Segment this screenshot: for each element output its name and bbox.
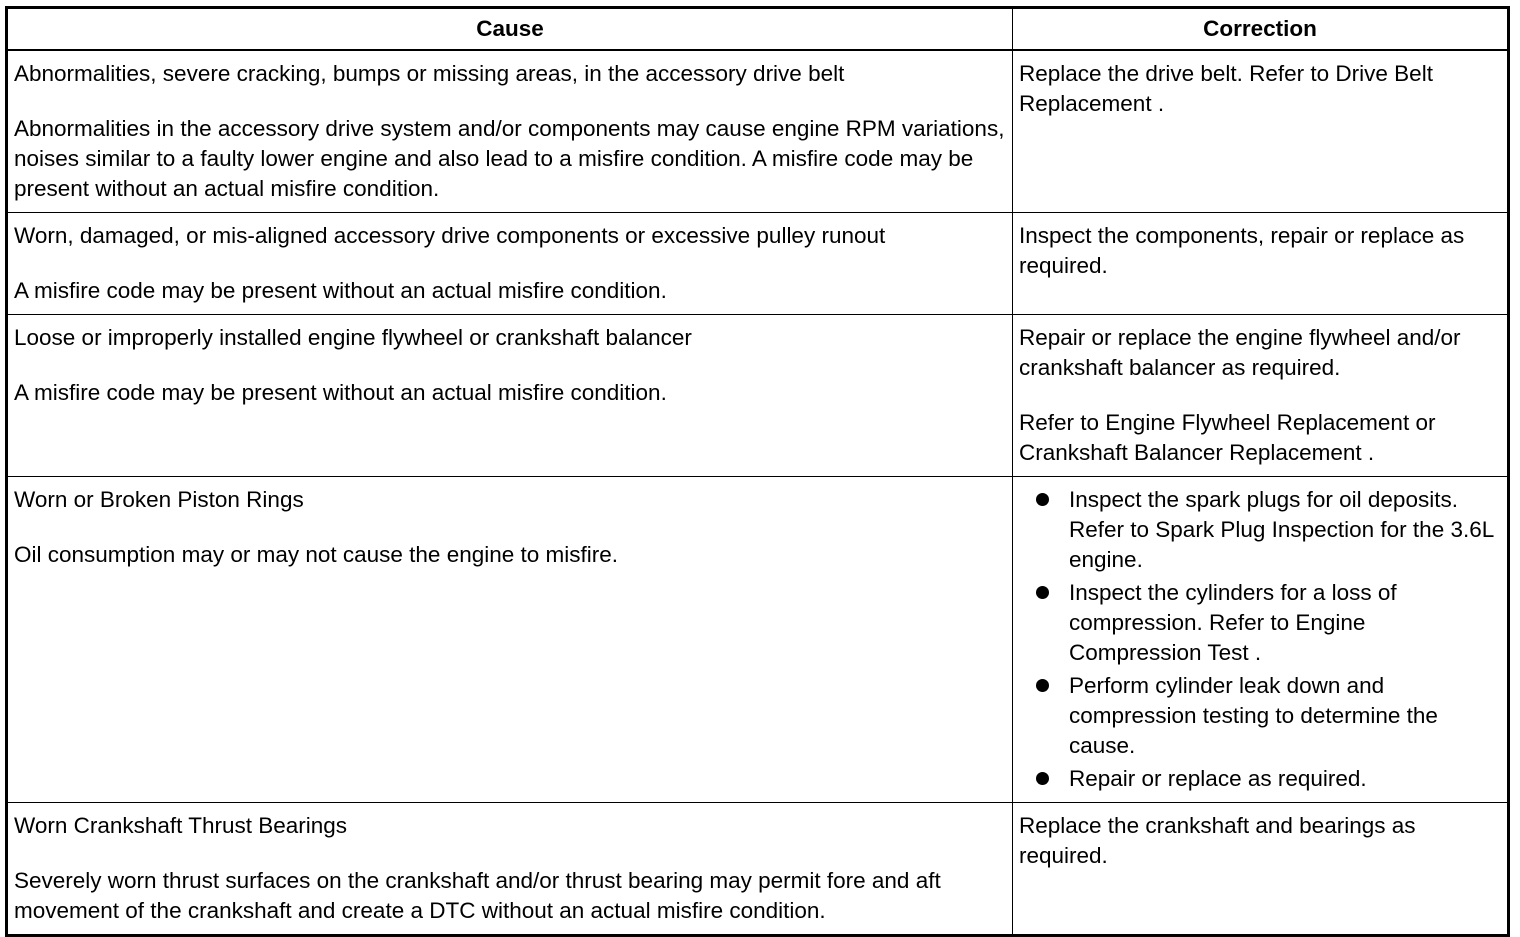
cause-title: Worn, damaged, or mis-aligned accessory drive components or excessive pulley runout: [14, 223, 886, 248]
correction-cell: [1013, 477, 1509, 803]
cause-title: Worn Crankshaft Thrust Bearings: [14, 813, 348, 838]
correction-cell: [1013, 315, 1509, 477]
bullet-icon: [1036, 772, 1049, 785]
bullet-icon: [1036, 493, 1049, 506]
cause-note: Oil consumption may or may not cause the engine to misfire.: [14, 542, 619, 567]
cause-title: Worn or Broken Piston Rings: [14, 487, 304, 512]
column-header-cause: Cause: [7, 8, 1013, 51]
list-item: [1019, 671, 1501, 761]
correction-reference: Refer to Engine Flywheel Replacement or Crankshaft Balancer Replacement .: [1019, 410, 1436, 465]
cause-note: A misfire code may be present without an actual misfire condition.: [14, 380, 667, 405]
bullet-icon: [1036, 679, 1049, 692]
correction-text: Replace the drive belt. Refer to Drive Belt Replacement .: [1019, 61, 1433, 116]
table-row: [7, 477, 1509, 803]
bullet-text: Perform cylinder leak down and compression testing to determine the cause.: [1069, 673, 1438, 758]
correction-cell: [1013, 213, 1509, 315]
table-row: [7, 213, 1509, 315]
cause-cell: [7, 50, 1013, 213]
cause-note: Abnormalities in the accessory drive system and/or components may cause engine RPM variations, noises similar to a faulty lower engine and also lead to a misfire condition. A misfire code may be present without an actual misfire condition.: [14, 116, 1005, 201]
cause-title: Abnormalities, severe cracking, bumps or missing areas, in the accessory drive belt: [14, 61, 845, 86]
list-item: [1019, 578, 1501, 668]
bullet-text: Repair or replace as required.: [1069, 766, 1367, 791]
list-item: [1019, 764, 1501, 794]
cause-cell: [7, 213, 1013, 315]
bullet-icon: [1036, 586, 1049, 599]
table-row: [7, 50, 1509, 213]
correction-bullet-list: [1019, 485, 1501, 794]
cause-note: Severely worn thrust surfaces on the crankshaft and/or thrust bearing may permit fore and aft movement of the crankshaft and create a DTC without an actual misfire condition.: [14, 868, 941, 923]
correction-text: Replace the crankshaft and bearings as required.: [1019, 813, 1416, 868]
header-row: [7, 8, 1509, 51]
cause-note: A misfire code may be present without an actual misfire condition.: [14, 278, 667, 303]
bullet-text: Inspect the spark plugs for oil deposits. Refer to Spark Plug Inspection for the 3.6L engine.: [1069, 487, 1494, 572]
list-item: [1019, 485, 1501, 575]
cause-title: Loose or improperly installed engine flywheel or crankshaft balancer: [14, 325, 692, 350]
correction-text: Inspect the components, repair or replace as required.: [1019, 223, 1465, 278]
bullet-text: Inspect the cylinders for a loss of compression. Refer to Engine Compression Test .: [1069, 580, 1397, 665]
correction-text: Repair or replace the engine flywheel and/or crankshaft balancer as required.: [1019, 325, 1461, 380]
cause-cell: [7, 315, 1013, 477]
cause-cell: [7, 477, 1013, 803]
diagnostic-table: [5, 6, 1510, 937]
table-row: [7, 315, 1509, 477]
column-header-correction: Correction: [1013, 8, 1509, 51]
correction-cell: [1013, 50, 1509, 213]
